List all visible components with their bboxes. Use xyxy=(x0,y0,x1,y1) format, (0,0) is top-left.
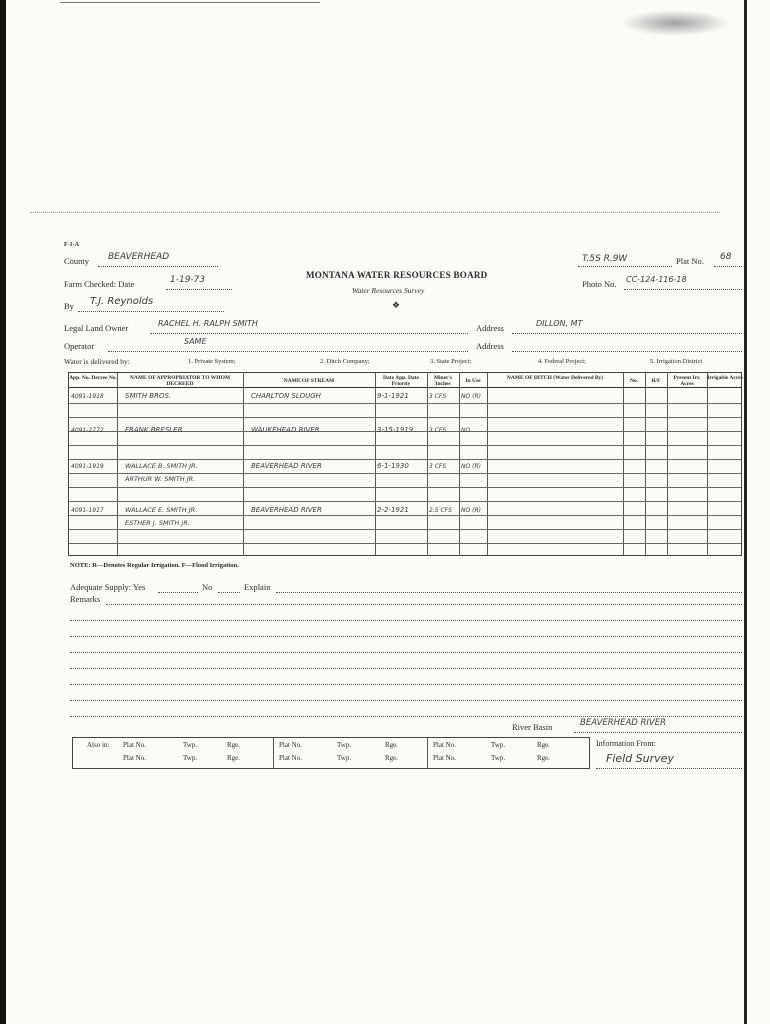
table-row-1-app: 4091-1918 xyxy=(71,393,104,400)
remarks-line-8 xyxy=(70,716,742,717)
table-row-4-date: 2-2-1921 xyxy=(377,506,409,514)
supply-no-line xyxy=(218,592,240,593)
also-in-r2-rge-2: Rge. xyxy=(385,754,399,762)
delivery-option-ditch: 2. Ditch Company; xyxy=(320,358,370,365)
legal-owner-label: Legal Land Owner xyxy=(64,323,129,333)
th-ditch: NAME OF DITCH (Water Delivered By) xyxy=(506,375,604,381)
table-row-2-app: 4091-2772 xyxy=(71,427,104,434)
table-row-2-name: FRANK BRESLER xyxy=(125,426,183,434)
th-irrigable-acres: Irrigable Acres xyxy=(707,375,743,381)
river-basin-value: BEAVERHEAD RIVER xyxy=(580,718,667,728)
remarks-line-1 xyxy=(106,604,742,605)
by-label: By xyxy=(64,301,74,311)
also-in-prefix: Also in: xyxy=(87,741,110,749)
scan-edge-left xyxy=(0,0,6,1024)
address2-line xyxy=(512,351,742,352)
also-in-r2-plat-2: Plat No. xyxy=(279,754,302,762)
operator-line xyxy=(108,351,468,352)
info-from-label: Information From: xyxy=(596,739,656,748)
farm-checked-date: 1-19-73 xyxy=(170,275,206,285)
remarks-line-2 xyxy=(70,620,742,621)
supply-explain-label: Explain xyxy=(244,582,271,592)
delivery-option-state: 3. State Project; xyxy=(430,358,472,365)
table-row-1-name: SMITH BROS. xyxy=(125,392,172,400)
remarks-line-6 xyxy=(70,684,742,685)
photo-line xyxy=(624,289,742,290)
remarks-line-3 xyxy=(70,636,742,637)
river-basin-line xyxy=(574,732,742,733)
also-in-r2-twp-2: Twp. xyxy=(337,754,352,762)
table-row-1-stream: CHARLTON SLOUGH xyxy=(251,392,321,400)
also-in-r1-plat-1: Plat No. xyxy=(123,741,146,749)
township-range-value: T.5S R.9W xyxy=(582,254,628,264)
also-in-r1-rge-1: Rge. xyxy=(227,741,241,749)
photo-label: Photo No. xyxy=(582,279,617,289)
legal-owner-value: RACHEL H. RALPH SMITH xyxy=(158,319,258,328)
photo-value: CC-124-116-18 xyxy=(626,275,687,284)
plat-line xyxy=(714,266,742,267)
th-appropriator: NAME OF APPROPRIATOR TO WHOM DECREED xyxy=(129,375,231,387)
also-in-r2-rge-3: Rge. xyxy=(537,754,551,762)
county-value: BEAVERHEAD xyxy=(108,252,170,262)
legal-owner-line xyxy=(150,333,468,334)
board-title: MONTANA WATER RESOURCES BOARD xyxy=(306,270,488,280)
address-line xyxy=(512,333,742,334)
operator-label: Operator xyxy=(64,341,95,351)
table-row-1-inches: 3 CFS xyxy=(429,393,447,400)
also-in-r2-plat-3: Plat No. xyxy=(433,754,456,762)
table-row-2-in-use: NO xyxy=(461,427,471,434)
table-row-3-name-1: WALLACE B. SMITH JR. xyxy=(125,462,198,470)
th-date: Date App. Date Priority xyxy=(383,375,419,387)
remarks-label: Remarks xyxy=(70,594,101,604)
table-row-4-stream: BEAVERHEAD RIVER xyxy=(251,506,322,514)
also-in-r1-plat-3: Plat No. xyxy=(433,741,456,749)
scan-smudge xyxy=(620,10,730,36)
also-in-r1-plat-2: Plat No. xyxy=(279,741,302,749)
adequate-supply-label: Adequate Supply: Yes xyxy=(70,582,146,592)
th-inches: Miner's Inches xyxy=(433,375,453,387)
info-from-value: Field Survey xyxy=(606,752,674,765)
also-in-r2-rge-1: Rge. xyxy=(227,754,241,762)
remarks-line-4 xyxy=(70,652,742,653)
address-value: DILLON, MT xyxy=(536,319,583,328)
delivery-option-district: 5. Irrigation District xyxy=(650,358,703,365)
address-label: Address xyxy=(476,323,504,333)
table-row-2-inches: 3 CFS xyxy=(429,427,447,434)
table-row-3-date: 6-1-1930 xyxy=(377,462,409,470)
supply-explain-line xyxy=(276,592,742,593)
also-in-r1-rge-2: Rge. xyxy=(385,741,399,749)
by-line xyxy=(78,311,224,312)
farm-checked-label: Farm Checked: Date xyxy=(64,279,135,289)
table-row-1-in-use: NO (R) xyxy=(461,393,481,400)
also-in-r2-twp-3: Twp. xyxy=(491,754,506,762)
also-in-r1-twp-3: Twp. xyxy=(491,741,506,749)
table-row-3-inches: 3 CFS xyxy=(429,463,447,470)
table-row-4-name-1: WALLACE E. SMITH JR. xyxy=(125,506,198,514)
th-rf: R/F xyxy=(651,378,661,384)
plat-value: 68 xyxy=(720,252,732,262)
water-rights-table xyxy=(68,372,742,556)
survey-subtitle: Water Resources Survey xyxy=(352,286,425,295)
address2-label: Address xyxy=(476,341,504,351)
also-in-r1-rge-3: Rge. xyxy=(537,741,551,749)
table-row-4-name-2: ESTHER J. SMITH JR. xyxy=(125,519,190,527)
supply-yes-line xyxy=(158,592,198,593)
county-label: County xyxy=(64,256,90,266)
remarks-line-5 xyxy=(70,668,742,669)
th-app-no: App. No. Decree No. xyxy=(69,375,117,381)
delivery-option-federal: 4. Federal Project; xyxy=(538,358,586,365)
table-row-4-in-use: NO (R) xyxy=(461,507,481,514)
table-row-2-date: 3-15-1919 xyxy=(377,426,414,434)
supply-no-label: No xyxy=(202,582,213,592)
also-in-r2-plat-1: Plat No. xyxy=(123,754,146,762)
also-in-r2-twp-1: Twp. xyxy=(183,754,198,762)
township-range-line xyxy=(578,266,672,267)
delivered-by-label: Water is delivered by: xyxy=(64,357,130,366)
table-row-1-date: 9-1-1921 xyxy=(377,392,409,400)
table-row-3-in-use: NO (R) xyxy=(461,463,481,470)
river-basin-label: River Basin xyxy=(512,722,553,732)
also-in-r1-twp-2: Twp. xyxy=(337,741,352,749)
table-row-3-stream: BEAVERHEAD RIVER xyxy=(251,462,322,470)
county-line xyxy=(98,266,218,267)
table-row-4-app: 4091-1917 xyxy=(71,507,104,514)
farm-checked-line xyxy=(166,289,232,290)
irrigation-note: NOTE: R—Denotes Regular Irrigation. F—Flood Irrigation. xyxy=(70,562,239,569)
th-present-acres: Present Irr. Acres xyxy=(673,375,701,387)
plat-label: Plat No. xyxy=(676,256,704,266)
table-row-2-stream: WAUKEHEAD RIVER xyxy=(251,426,320,434)
also-in-box xyxy=(72,737,590,769)
th-in-use: In Use xyxy=(465,378,481,384)
th-no: No. xyxy=(629,378,639,384)
operator-value: SAME xyxy=(184,337,207,346)
th-stream: NAME OF STREAM xyxy=(283,378,335,384)
also-in-r1-twp-1: Twp. xyxy=(183,741,198,749)
remarks-line-7 xyxy=(70,700,742,701)
table-row-3-app: 4091-1919 xyxy=(71,463,104,470)
scan-artifact-line xyxy=(30,212,720,213)
form-id: F-1-A xyxy=(64,242,79,248)
seal-icon: ❖ xyxy=(392,300,401,310)
by-value: T.J. Reynolds xyxy=(90,296,154,307)
scan-top-mark xyxy=(60,2,320,3)
table-row-4-inches: 2.5 CFS xyxy=(429,507,452,514)
info-from-line xyxy=(596,768,742,769)
delivery-option-private: 1. Private System; xyxy=(188,358,236,365)
table-row-3-name-2: ARTHUR W. SMITH JR. xyxy=(125,475,196,483)
scan-edge-right xyxy=(744,0,747,1024)
